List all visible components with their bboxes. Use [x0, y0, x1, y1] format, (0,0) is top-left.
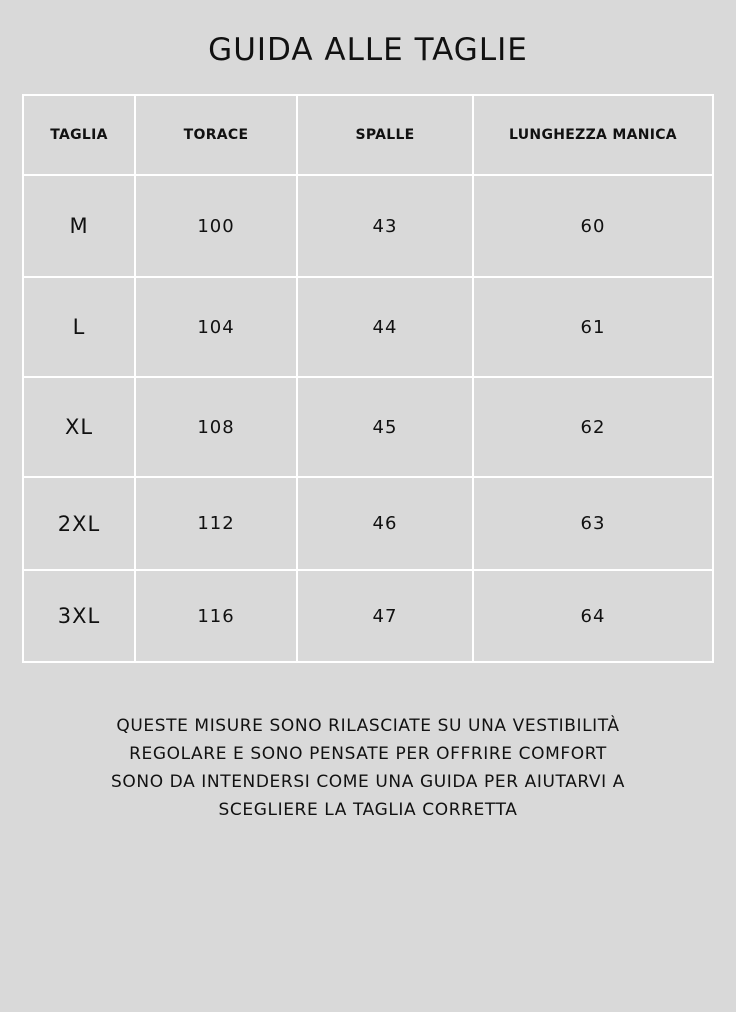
chest-value: 108	[135, 377, 297, 477]
fit-note-line: QUESTE MISURE SONO RILASCIATE SU UNA VESTIBILITÀ	[116, 716, 620, 736]
table-row	[23, 477, 713, 570]
size-value: XL	[23, 377, 135, 477]
table-row	[23, 377, 713, 477]
table-row	[23, 570, 713, 662]
chest-value: 112	[135, 477, 297, 570]
page-title: GUIDA ALLE TAGLIE	[208, 32, 528, 68]
table-header-row	[23, 95, 713, 175]
sleeve-value: 64	[473, 570, 713, 662]
size-value: 2XL	[23, 477, 135, 570]
fit-note-line: REGOLARE E SONO PENSATE PER OFFRIRE COMFORT	[129, 744, 607, 764]
shoulders-value: 44	[297, 277, 473, 377]
header-size: TAGLIA	[23, 95, 135, 175]
header-shoulders: SPALLE	[297, 95, 473, 175]
header-sleeve-length: LUNGHEZZA MANICA	[473, 95, 713, 175]
size-chart-table	[22, 94, 714, 663]
size-value: M	[23, 175, 135, 277]
size-value: 3XL	[23, 570, 135, 662]
chest-value: 116	[135, 570, 297, 662]
sleeve-value: 63	[473, 477, 713, 570]
shoulders-value: 46	[297, 477, 473, 570]
table-row	[23, 277, 713, 377]
sleeve-value: 60	[473, 175, 713, 277]
table-row	[23, 175, 713, 277]
shoulders-value: 43	[297, 175, 473, 277]
size-value: L	[23, 277, 135, 377]
shoulders-value: 47	[297, 570, 473, 662]
chest-value: 100	[135, 175, 297, 277]
sleeve-value: 62	[473, 377, 713, 477]
sleeve-value: 61	[473, 277, 713, 377]
chest-value: 104	[135, 277, 297, 377]
header-chest: TORACE	[135, 95, 297, 175]
shoulders-value: 45	[297, 377, 473, 477]
fit-note-line: SCEGLIERE LA TAGLIA CORRETTA	[218, 800, 518, 820]
fit-note	[30, 712, 706, 824]
fit-note-line: SONO DA INTENDERSI COME UNA GUIDA PER AIUTARVI A	[111, 772, 625, 792]
